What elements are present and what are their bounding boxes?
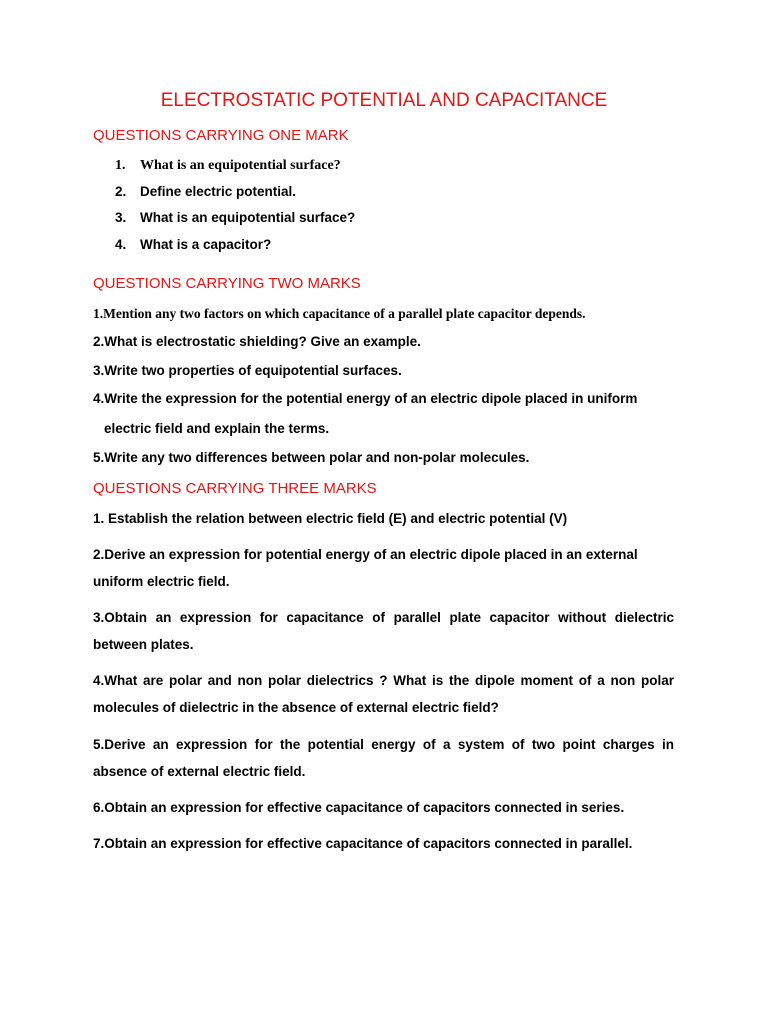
question-three-marks-5: 5.Derive an expression for the potential energy of a system of two point charges in <box>93 737 674 752</box>
question-three-marks-4-cont: molecules of dielectric in the absence of external electric field? <box>93 700 499 715</box>
section-heading-three-marks: QUESTIONS CARRYING THREE MARKS <box>93 480 377 497</box>
question-two-marks-5: 5.Write any two differences between polar and non-polar molecules. <box>93 450 530 465</box>
page-title: ELECTROSTATIC POTENTIAL AND CAPACITANCE <box>160 90 608 111</box>
question-three-marks-2-cont: uniform electric field. <box>93 574 230 589</box>
section-heading-two-marks: QUESTIONS CARRYING TWO MARKS <box>93 275 361 292</box>
question-three-marks-3: 3.Obtain an expression for capacitance of parallel plate capacitor without dielectric <box>93 610 674 625</box>
question-three-marks-5-cont: absence of external electric field. <box>93 764 306 779</box>
question-three-marks-6: 6.Obtain an expression for effective capacitance of capacitors connected in series. <box>93 800 625 815</box>
question-three-marks-2: 2.Derive an expression for potential energy of an electric dipole placed in an external <box>93 547 638 562</box>
question-two-marks-2: 2.What is electrostatic shielding? Give an example. <box>93 334 421 349</box>
question-three-marks-1: 1. Establish the relation between electric field (E) and electric potential (V) <box>93 511 568 526</box>
section-heading-one-mark: QUESTIONS CARRYING ONE MARK <box>93 127 349 144</box>
question-two-marks-3: 3.Write two properties of equipotential surfaces. <box>93 363 402 378</box>
question-three-marks-4: 4.What are polar and non polar dielectrics ? What is the dipole moment of a non polar <box>93 673 674 688</box>
question-two-marks-1: 1.Mention any two factors on which capacitance of a parallel plate capacitor depends. <box>93 306 586 321</box>
question-two-marks-4: 4.Write the expression for the potential energy of an electric dipole placed in uniform <box>93 391 638 406</box>
question-three-marks-3-cont: between plates. <box>93 637 194 652</box>
question-three-marks-7: 7.Obtain an expression for effective capacitance of capacitors connected in parallel. <box>93 836 633 851</box>
question-two-marks-4-cont: electric field and explain the terms. <box>104 421 330 436</box>
document-page: ELECTROSTATIC POTENTIAL AND CAPACITANCE QUESTIONS CARRYING ONE MARK 1. What is an equipotential surface? 2. Define electric potential. 3. What is an equipotential surface? 4. What is a capacitor? QUESTIONS CARRYING TWO MARKS 1.Mention any two factors on which capacitance of a parallel plate capacitor depends. 2.What is electrostatic shielding? Give an example. 3.Write two properties of equipotential surfaces. 4.Write the expression for the potential energy of an electric dipole placed in uniform electric field and explain the terms. 5.Write any two differences between polar and non-polar molecules. QUESTIONS CARRYING THREE MARKS 1. Establish the relation between electric field (E) and electric potential (V) 2.Derive an expression for potential energy of an electric dipole placed in an external uniform electric field. 3.Obtain an expression for capacitance of parallel plate capacitor without dielectric between plates. 4.What are polar and non polar dielectrics ? What is the dipole moment of a non polar molecules of dielectric in the absence of external electric field? 5.Derive an expression for the potential energy of a system of two point charges in absence of external electric field. 6.Obtain an expression for effective capacitance of capacitors connected in series. 7.Obtain an expression for effective capacitance of capacitors connected in parallel. <box>0 0 768 1024</box>
